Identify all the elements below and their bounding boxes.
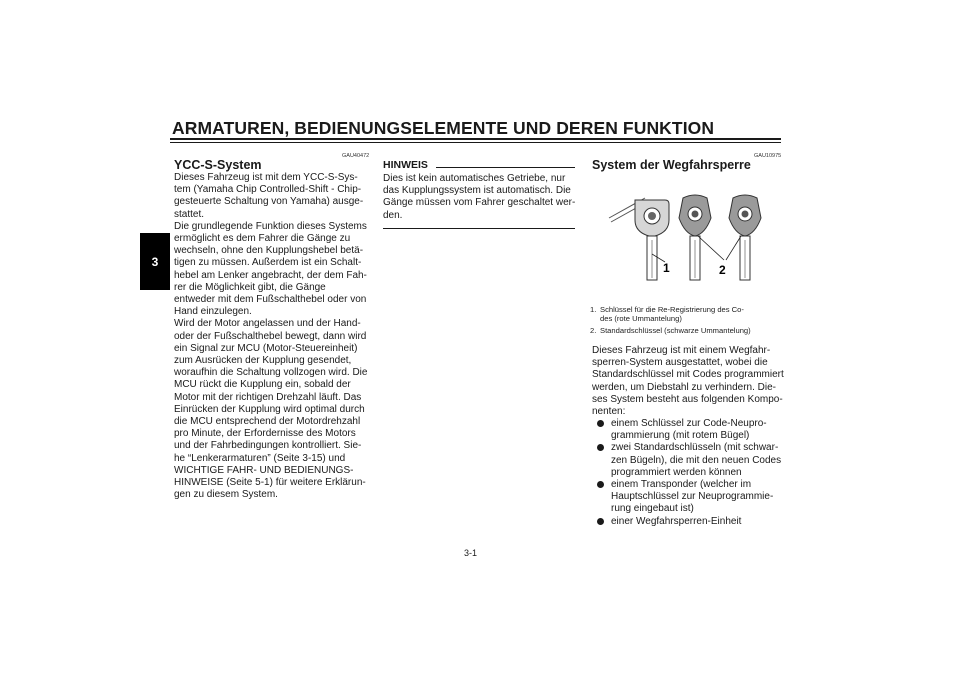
text-line: ermöglicht es dem Fahrer die Gänge zu — [174, 233, 351, 245]
list-item — [597, 418, 781, 442]
page-title: ARMATUREN, BEDIENUNGSELEMENTE UND DEREN FUNKTION — [172, 118, 715, 138]
title-rule — [170, 138, 781, 140]
caption-number: 1. — [590, 305, 597, 314]
note-rule-bottom — [383, 228, 575, 229]
immobilizer-body-text — [592, 345, 784, 418]
text-line: Einrücken der Kupplung wird optimal durch — [174, 403, 365, 415]
text-line: zum Ausrücken der Kupplung gesendet, — [174, 355, 352, 367]
text-line: tem (Yamaha Chip Controlled-Shift - Chip- — [174, 184, 362, 196]
text-line: he “Lenkerarmaturen” (Seite 3-15) und — [174, 452, 346, 464]
list-line: programmiert werden können — [611, 466, 742, 478]
caption-number: 2. — [590, 326, 597, 336]
text-line: Standardschlüssel mit Codes programmiert — [592, 369, 784, 381]
section-heading-immobilizer: System der Wegfahrsperre — [592, 158, 751, 172]
text-line: nenten: — [592, 406, 626, 418]
list-line: Hauptschlüssel zur Neuprogrammie- — [611, 491, 774, 503]
caption-item — [590, 305, 790, 323]
list-item — [597, 442, 781, 479]
bullet-icon — [597, 516, 611, 529]
list-line: grammierung (mit rotem Bügel) — [611, 430, 750, 442]
text-line: rer die Möglichkeit gibt, die Gänge — [174, 281, 326, 293]
bullet-icon — [597, 418, 611, 442]
text-line: Dieses Fahrzeug ist mit dem YCC-S-Sys- — [174, 172, 358, 183]
text-line: sperren-System ausgestattet, wobei die — [592, 357, 768, 369]
text-line: pro Minute, der Erfordernisse des Motors — [174, 428, 356, 440]
component-list — [597, 418, 781, 529]
text-line: MCU rückt die Kupplung ein, sobald der — [174, 379, 351, 391]
bullet-icon — [597, 479, 611, 516]
text-line: woraufhin die Schaltung vollzogen wird. Die — [174, 367, 368, 379]
caption-item — [590, 326, 790, 335]
text-line: die MCU entsprechend der Motordrehzahl — [174, 416, 361, 428]
list-line: einem Transponder (welcher im — [611, 479, 752, 491]
caption-line: Schlüssel für die Re-Registrierung des Co- — [600, 305, 744, 314]
text-line: wechseln, ohne den Kupplungshebel betä- — [174, 245, 364, 257]
list-line: rung eingebaut ist) — [611, 503, 694, 515]
list-line: zen Bügeln), die mit den neuen Codes — [611, 454, 782, 466]
list-item — [597, 479, 781, 516]
text-line: ein Signal zur MCU (Motor-Steuereinheit) — [174, 342, 358, 354]
standard-key-illustration — [679, 195, 711, 280]
section-code: GAU10975 — [754, 153, 782, 159]
text-line: gesteuerte Schaltung von Yamaha) ausge- — [174, 196, 364, 208]
figure-label-1: 1 — [663, 261, 670, 275]
text-line: werden, um Diebstahl zu verhindern. Die- — [592, 381, 776, 393]
note-rule-top — [436, 167, 575, 168]
text-line: Gänge müssen vom Fahrer geschaltet wer- — [383, 197, 576, 209]
text-line: Motor mit der richtigen Drehzahl läuft. Das — [174, 391, 362, 403]
section-code: GAU40472 — [342, 153, 370, 159]
chapter-tab: 3 — [140, 233, 170, 290]
text-line: entweder mit dem Fußschalthebel oder von — [174, 294, 367, 306]
list-line: einer Wegfahrsperren-Einheit — [611, 515, 742, 527]
text-line: das Kupplungssystem ist automatisch. Die — [383, 185, 571, 197]
caption-line: des (rote Ummantelung) — [600, 314, 682, 324]
caption-line: Standardschlüssel (schwarze Ummantelung) — [600, 326, 751, 336]
text-line: WICHTIGE FAHR- UND BEDIENUNGS- — [174, 464, 354, 476]
list-line: einem Schlüssel zur Code-Neupro- — [611, 418, 767, 429]
figure-captions — [590, 305, 790, 339]
note-body-text — [383, 173, 575, 222]
text-line: tigen zu müssen. Außerdem ist ein Schalt- — [174, 257, 362, 269]
text-line: ses System besteht aus folgenden Kompo- — [592, 393, 783, 405]
standard-key-illustration — [729, 195, 761, 280]
yccs-body-text — [174, 172, 367, 501]
list-line: zwei Standardschlüsseln (mit schwar- — [611, 442, 779, 454]
text-line: Dies ist kein automatisches Getriebe, nur — [383, 173, 566, 184]
text-line: stattet. — [174, 208, 205, 220]
page-number: 3-1 — [464, 548, 478, 558]
text-line: Die grundlegende Funktion dieses Systems — [174, 220, 367, 232]
title-rule-thin — [170, 142, 781, 143]
text-line: Wird der Motor angelassen und der Hand- — [174, 318, 361, 330]
text-line: HINWEISE (Seite 5-1) für weitere Erklärun- — [174, 477, 366, 489]
section-heading-yccs: YCC-S-System — [174, 158, 262, 172]
text-line: und der Fahrbedingungen kontrolliert. Sie- — [174, 440, 362, 452]
text-line: oder der Fußschalthebel bewegt, dann wird — [174, 330, 367, 342]
text-line: den. — [383, 209, 403, 221]
keys-illustration — [605, 188, 785, 298]
code-key-illustration — [609, 198, 669, 280]
text-line: Dieses Fahrzeug ist mit einem Wegfahr- — [592, 345, 771, 356]
bullet-icon — [597, 442, 611, 479]
text-line: gen zu diesem System. — [174, 489, 278, 501]
figure-label-2: 2 — [719, 263, 726, 277]
note-label: HINWEIS — [383, 159, 428, 171]
text-line: Hand einzulegen. — [174, 306, 252, 318]
list-item — [597, 516, 781, 529]
text-line: hebel am Lenker angebracht, der dem Fah- — [174, 269, 367, 281]
